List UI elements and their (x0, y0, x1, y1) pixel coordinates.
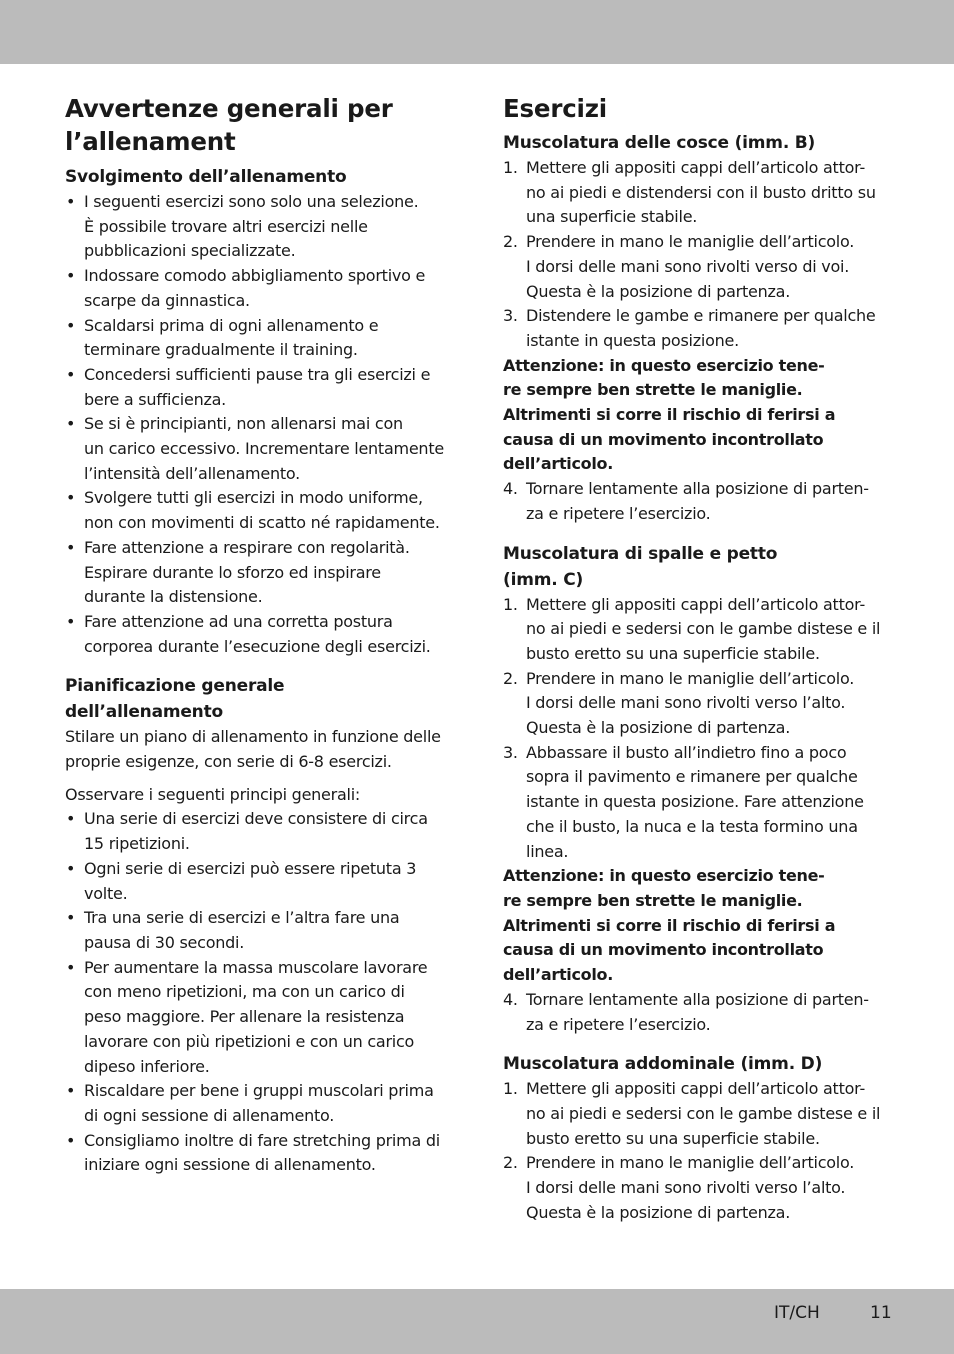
bullet-icon: • (66, 611, 76, 631)
right-column (503, 92, 893, 1225)
bullet-icon: • (66, 537, 76, 557)
bullet-icon: • (66, 266, 76, 286)
step-item: 4. Tornare lentamente alla posizione di parten- za e ripetere l’esercizio. (503, 989, 869, 1034)
step-number: 4. (503, 989, 518, 1009)
step-number: 2. (503, 1153, 518, 1173)
step-number: 3. (503, 742, 518, 762)
exercise-steps-shoulders (503, 593, 893, 865)
title-line: Avvertenze generali per (65, 94, 393, 123)
bullet-icon: • (66, 908, 76, 928)
step-item: 1. Mettere gli appositi cappi dell’articolo attor- no ai piedi e sedersi con le gambe distese e il busto eretto su una superficie stabile. (503, 1079, 881, 1148)
footer-language: IT/CH (774, 1303, 820, 1323)
step-number: 4. (503, 479, 518, 499)
list-item: • Consigliamo inoltre di fare stretching prima di iniziare ogni sessione di allenamento. (66, 1130, 440, 1175)
list-item: • Indossare comodo abbigliamento sportivo e scarpe da ginnastica. (66, 266, 426, 310)
step-number: 1. (503, 158, 518, 177)
header-band (0, 0, 954, 64)
step-number: 3. (503, 306, 518, 326)
step-number: 2. (503, 668, 518, 688)
section-heading-pianificazione: Pianificazione generale dell’allenamento (65, 676, 285, 723)
bullet-icon: • (66, 1130, 76, 1150)
exercise-heading-thighs: Muscolatura delle cosce (imm. B) (503, 133, 816, 153)
list-item: • Una serie di esercizi deve consistere di circa 15 ripetizioni. (66, 809, 428, 854)
page-title (65, 92, 451, 158)
step-number: 1. (503, 594, 518, 614)
list-item: • I seguenti esercizi sono solo una selezione. È possibile trovare altri esercizi nelle pubblicazioni specializzate. (66, 192, 419, 261)
bullet-icon: • (66, 1081, 76, 1101)
principles-intro: Osservare i seguenti principi generali: (65, 784, 361, 804)
bullet-icon: • (66, 488, 76, 508)
warning-text: Attenzione: in questo esercizio tene- re sempre ben strette le maniglie. Altrimenti si corre il rischio di ferirsi a causa di un movimento incontrollato dell’articolo. (503, 355, 836, 474)
warning-text: Attenzione: in questo esercizio tene- re sempre ben strette le maniglie. Altrimenti si corre il rischio di ferirsi a causa di un movimento incontrollato dell’articolo. (503, 866, 836, 985)
exercise-steps-shoulders-end (503, 988, 893, 1037)
bullet-icon: • (66, 192, 76, 211)
left-column (65, 92, 451, 1178)
step-item: 3. Abbassare il busto all’indietro fino a poco sopra il pavimento e rimanere per qualche istante in questa posizione. Fare attenzione che il busto, la nuca e la testa formino una linea. (503, 742, 864, 861)
step-number: 2. (503, 232, 518, 252)
list-item: • Svolgere tutti gli esercizi in modo uniforme, non con movimenti di scatto né rapidamente. (66, 488, 440, 533)
training-tips-list (65, 190, 451, 659)
exercises-title: Esercizi (503, 94, 607, 123)
step-item: 4. Tornare lentamente alla posizione di parten- za e ripetere l’esercizio. (503, 479, 869, 523)
exercise-heading-shoulders: Muscolatura di spalle e petto (imm. C) (503, 543, 778, 590)
step-number: 1. (503, 1079, 518, 1099)
page-number: 11 (870, 1303, 892, 1323)
list-item: • Concedersi sufficienti pause tra gli esercizi e bere a sufficienza. (66, 364, 431, 409)
step-item: 1. Mettere gli appositi cappi dell’articolo attor- no ai piedi e sedersi con le gambe distese e il busto eretto su una superficie stabile. (503, 594, 881, 663)
list-item: • Fare attenzione ad una corretta postura corporea durante l’esecuzione degli esercizi. (66, 611, 431, 656)
list-item: • Ogni serie di esercizi può essere ripetuta 3 volte. (66, 858, 417, 903)
list-item: • Tra una serie di esercizi e l’altra fare una pausa di 30 secondi. (66, 908, 400, 952)
list-item: • Se si è principianti, non allenarsi mai con un carico eccessivo. Incrementare lentamente l’intensità dell’allenamento. (66, 414, 444, 483)
title-line: l’allenament (65, 127, 236, 156)
list-item: • Scaldarsi prima di ogni allenamento e terminare gradualmente il training. (66, 315, 379, 360)
section-heading-svolgimento: Svolgimento dell’allenamento (65, 167, 347, 187)
step-item: 2. Prendere in mano le maniglie dell’articolo. I dorsi delle mani sono rivolti verso di voi. Questa è la posizione di partenza. (503, 232, 855, 301)
principles-list (65, 807, 451, 1178)
step-item: 2. Prendere in mano le maniglie dell’articolo. I dorsi delle mani sono rivolti verso l’alto. Questa è la posizione di partenza. (503, 1153, 855, 1222)
list-item: • Riscaldare per bene i gruppi muscolari prima di ogni sessione di allenamento. (66, 1081, 434, 1125)
exercise-steps-thighs-end (503, 477, 893, 526)
planning-intro: Stilare un piano di allenamento in funzione delle proprie esigenze, con serie di 6-8 esercizi. (65, 727, 441, 772)
exercise-steps-thighs (503, 156, 893, 354)
exercise-heading-abdominal: Muscolatura addominale (imm. D) (503, 1054, 823, 1075)
bullet-icon: • (66, 414, 76, 434)
bullet-icon: • (66, 315, 76, 335)
bullet-icon: • (66, 957, 76, 977)
bullet-icon: • (66, 858, 76, 878)
step-item: 3. Distendere le gambe e rimanere per qualche istante in questa posizione. (503, 306, 876, 350)
list-item: • Per aumentare la massa muscolare lavorare con meno ripetizioni, ma con un carico di peso maggiore. Per allenare la resistenza lavorare con più ripetizioni e con un carico dipeso inferiore. (66, 957, 428, 1076)
bullet-icon: • (66, 809, 76, 829)
bullet-icon: • (66, 364, 76, 384)
step-item: 1. Mettere gli appositi cappi dell’articolo attor- no ai piedi e distendersi con il busto dritto su una superficie stabile. (503, 158, 876, 227)
list-item: • Fare attenzione a respirare con regolarità. Espirare durante lo sforzo ed inspirare durante la distensione. (66, 537, 410, 607)
step-item: 2. Prendere in mano le maniglie dell’articolo. I dorsi delle mani sono rivolti verso l’alto. Questa è la posizione di partenza. (503, 668, 855, 738)
exercise-steps-abdominal (503, 1077, 893, 1225)
